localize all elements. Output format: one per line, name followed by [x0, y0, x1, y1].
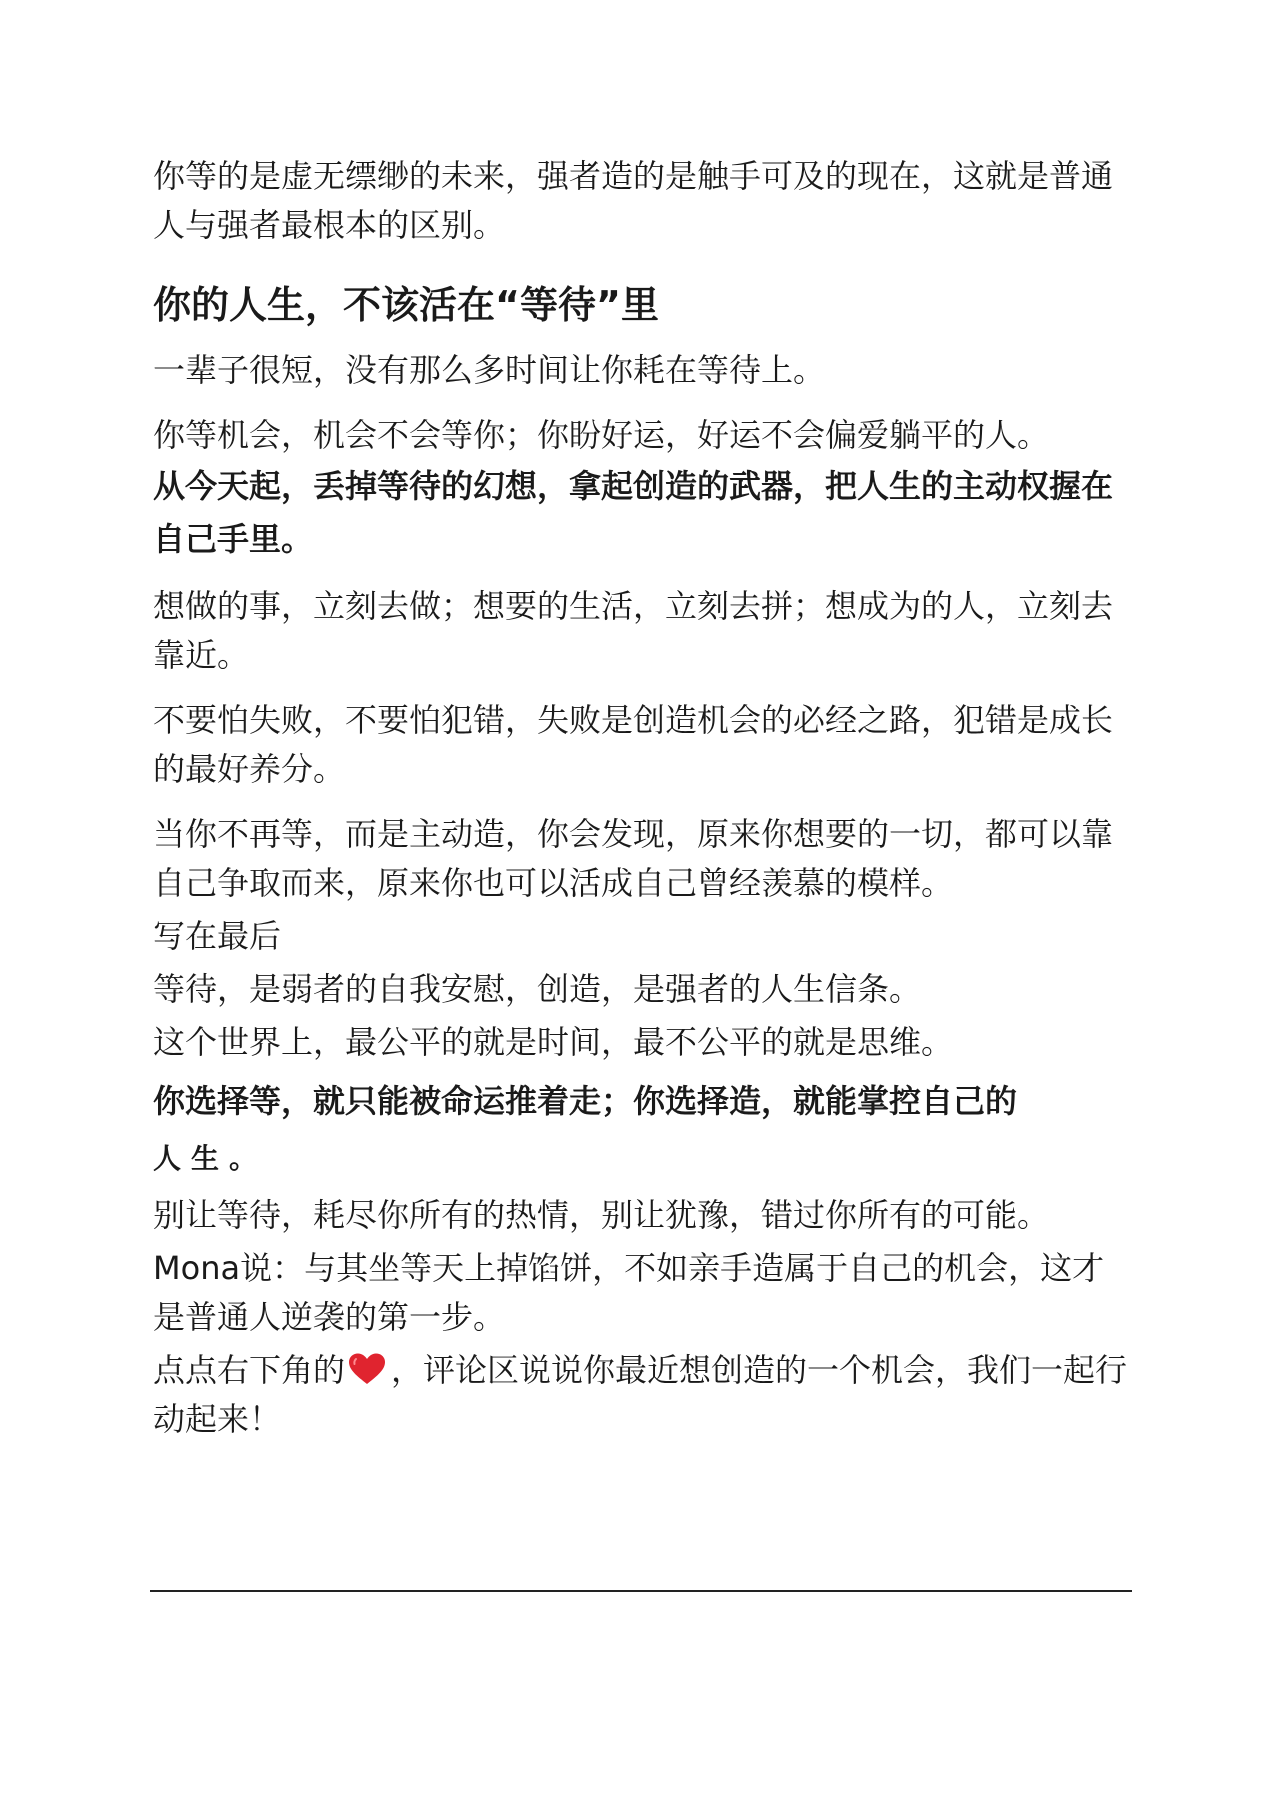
paragraph-wait-chance: 你等机会，机会不会等你；你盼好运，好运不会偏爱躺平的人。: [153, 416, 1050, 454]
intro-paragraph: 你等的是虚无缥缈的未来，强者造的是触手可及的现在，这就是普通人与强者最根本的区别。: [153, 157, 1114, 244]
paragraph-do-now: 想做的事，立刻去做；想要的生活，立刻去拼；想成为的人，立刻去靠近。: [153, 587, 1114, 674]
closing-heading: 写在最后: [153, 917, 282, 955]
bold-paragraph-choose-tail: 人生。: [153, 1142, 268, 1175]
paragraph-when: 当你不再等，而是主动造，你会发现，原来你想要的一切，都可以靠自己争取而来，原来你也可以活成自己曾经羡慕的模样。: [153, 815, 1114, 902]
article-body: [153, 152, 1133, 1444]
section-heading: 你的人生，不该活在“等待”里: [153, 283, 659, 327]
cta-text-after-heart: ，评论区说说你最近想创造的一个机会，我们一起行动起来！: [153, 1351, 1128, 1438]
paragraph-short-life: 一辈子很短，没有那么多时间让你耗在等待上。: [153, 351, 826, 389]
horizontal-divider: [150, 1590, 1132, 1592]
bold-paragraph-choose: 你选择等，就只能被命运推着走；你选择造，就能掌控自己的: [153, 1082, 1018, 1120]
paragraph-fair: 这个世界上，最公平的就是时间，最不公平的就是思维。: [153, 1023, 954, 1061]
call-to-action-paragraph: [153, 1346, 1133, 1444]
paragraph-dont-let: 别让等待，耗尽你所有的热情，别让犹豫，错过你所有的可能。: [153, 1196, 1050, 1234]
cta-text-before-heart: 点点右下角的: [153, 1351, 346, 1389]
paragraph-weak-strong: 等待，是弱者的自我安慰，创造，是强者的人生信条。: [153, 970, 922, 1008]
red-heart-icon: [347, 1351, 387, 1385]
paragraph-mona: Mona说：与其坐等天上掉馅饼，不如亲手造属于自己的机会，这才是普通人逆袭的第一步。: [153, 1249, 1105, 1336]
bold-paragraph-today: 从今天起，丢掉等待的幻想，拿起创造的武器，把人生的主动权握在自己手里。: [153, 467, 1114, 558]
paragraph-no-fear: 不要怕失败，不要怕犯错，失败是创造机会的必经之路，犯错是成长的最好养分。: [153, 701, 1114, 788]
